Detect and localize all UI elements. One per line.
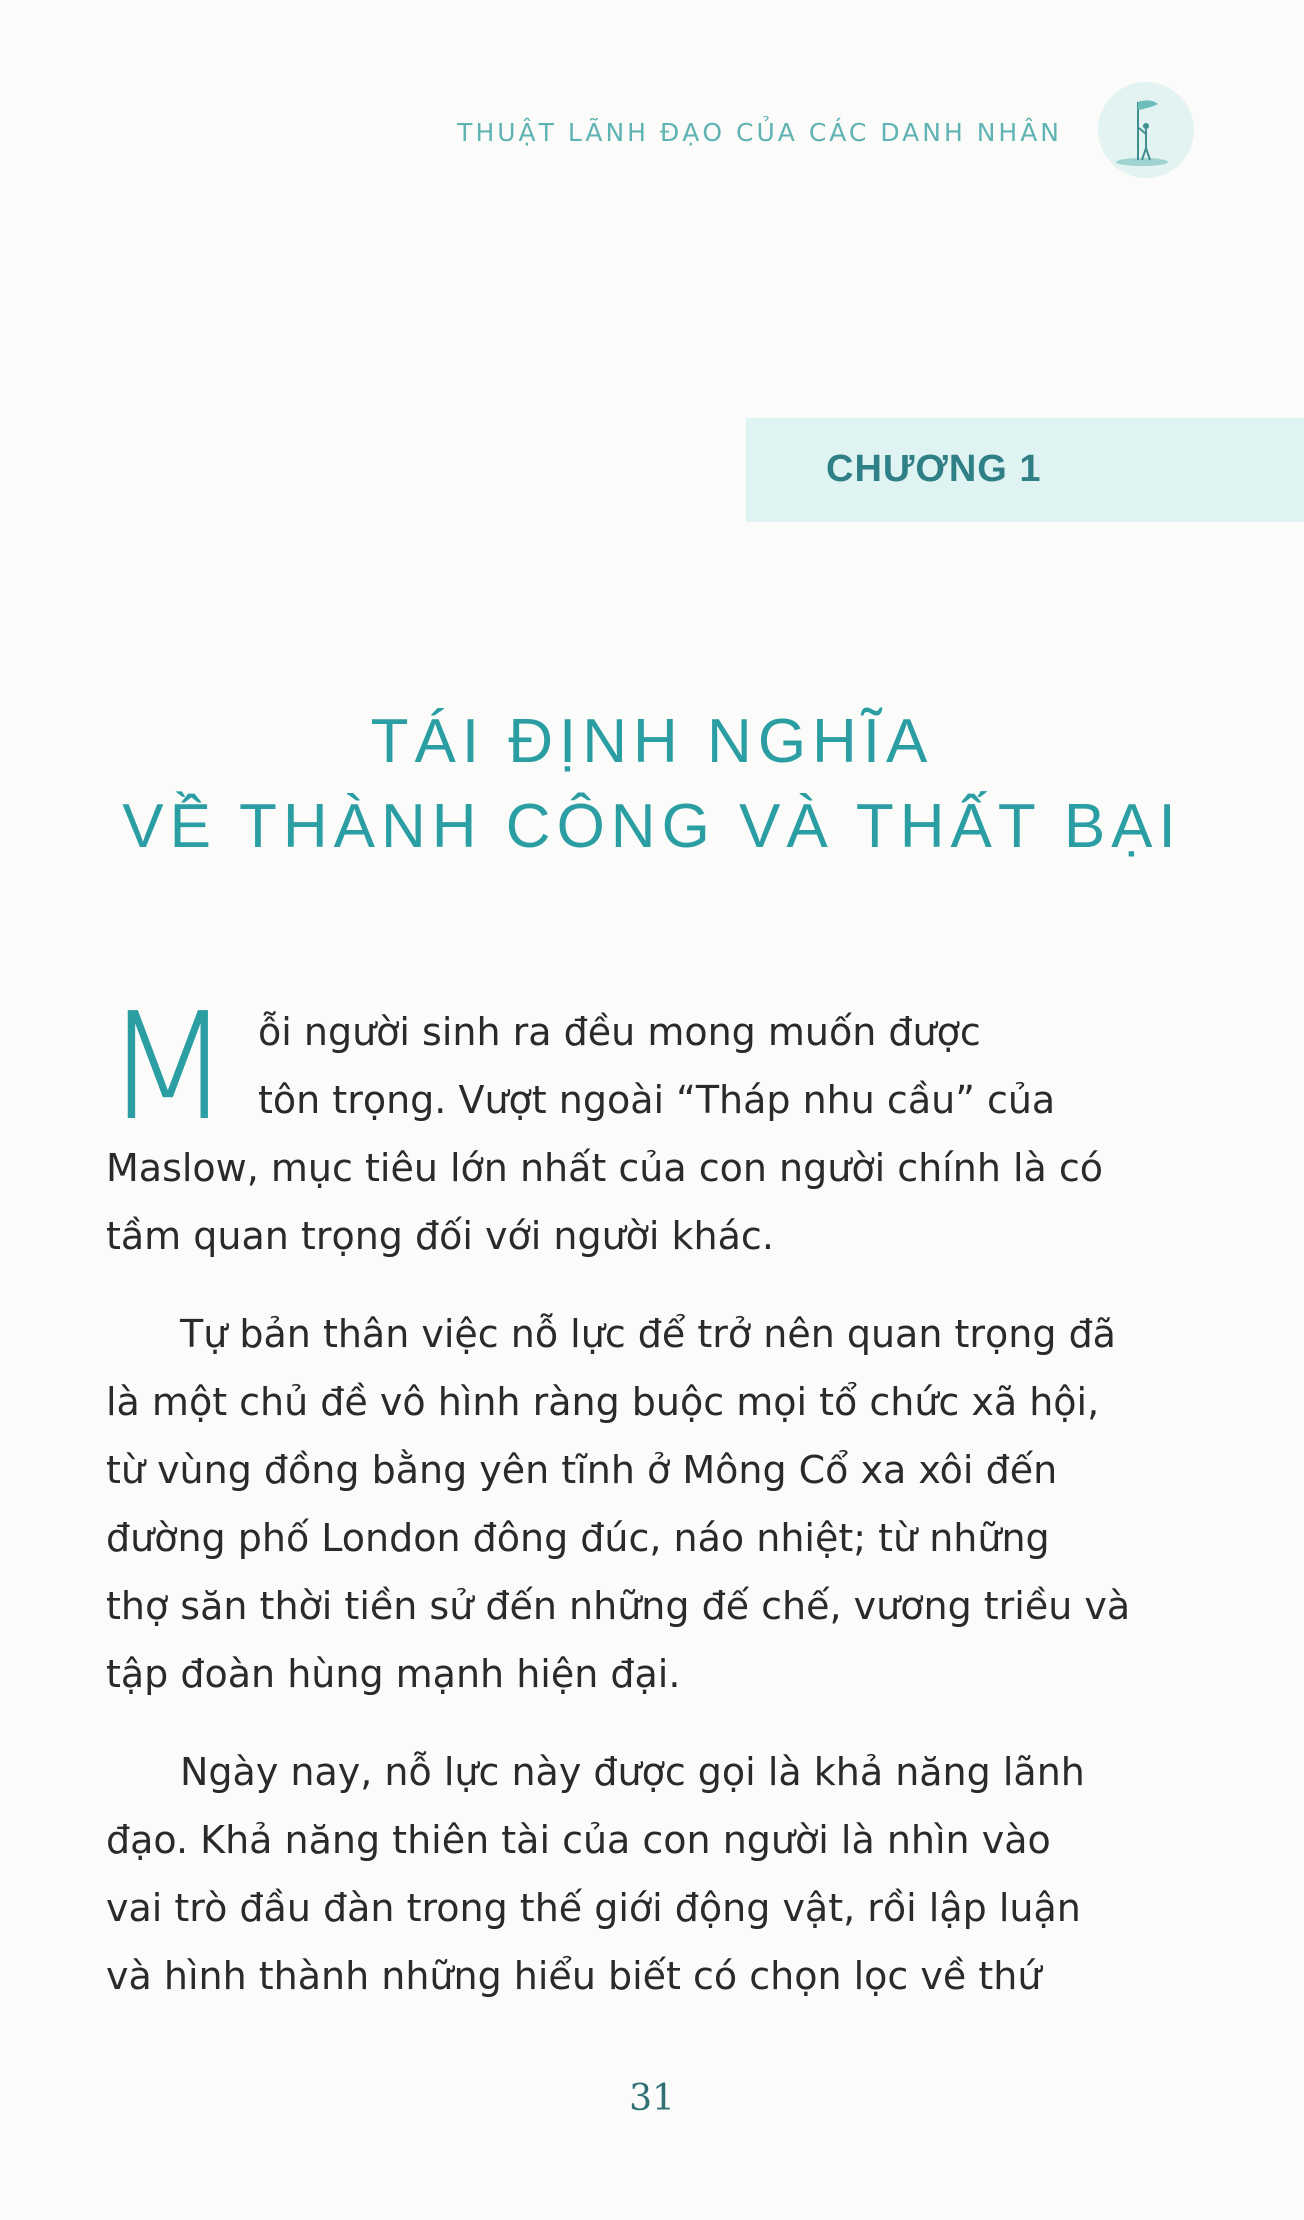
running-header: THUẬT LÃNH ĐẠO CỦA CÁC DANH NHÂN [457,118,1062,147]
body-line: Ngày nay, nỗ lực này được gọi là khả năng lãnh [180,1750,1085,1794]
body-line: ỗi người sinh ra đều mong muốn được [258,1010,981,1054]
chapter-title-line-2: VỀ THÀNH CÔNG VÀ THẤT BẠI [122,792,1182,861]
body-line: thợ săn thời tiền sử đến những đế chế, vương triều và [106,1584,1131,1628]
body-line: và hình thành những hiểu biết có chọn lọc về thứ [106,1954,1042,1998]
body-line: là một chủ đề vô hình ràng buộc mọi tổ chức xã hội, [106,1380,1100,1424]
chapter-title-line-1: TÁI ĐỊNH NGHĨA [370,707,934,776]
body-line: từ vùng đồng bằng yên tĩnh ở Mông Cổ xa xôi đến [106,1448,1058,1492]
body-line: Maslow, mục tiêu lớn nhất của con người chính là có [106,1146,1104,1190]
body-line: vai trò đầu đàn trong thế giới động vật, rồi lập luận [106,1886,1081,1930]
flag-bearer-icon [1098,82,1194,178]
body-line: tập đoàn hùng mạnh hiện đại. [106,1652,681,1696]
body-line: đường phố London đông đúc, náo nhiệt; từ những [106,1516,1050,1560]
body-line: đạo. Khả năng thiên tài của con người là nhìn vào [106,1818,1051,1862]
body-line: tầm quan trọng đối với người khác. [106,1214,774,1258]
body-line: tôn trọng. Vượt ngoài “Tháp nhu cầu” của [258,1078,1056,1122]
chapter-label: CHƯƠNG 1 [826,448,1042,490]
body-line: Tự bản thân việc nỗ lực để trở nên quan trọng đã [180,1312,1116,1356]
page-number: 31 [629,2078,675,2119]
drop-cap: M [104,981,232,1153]
